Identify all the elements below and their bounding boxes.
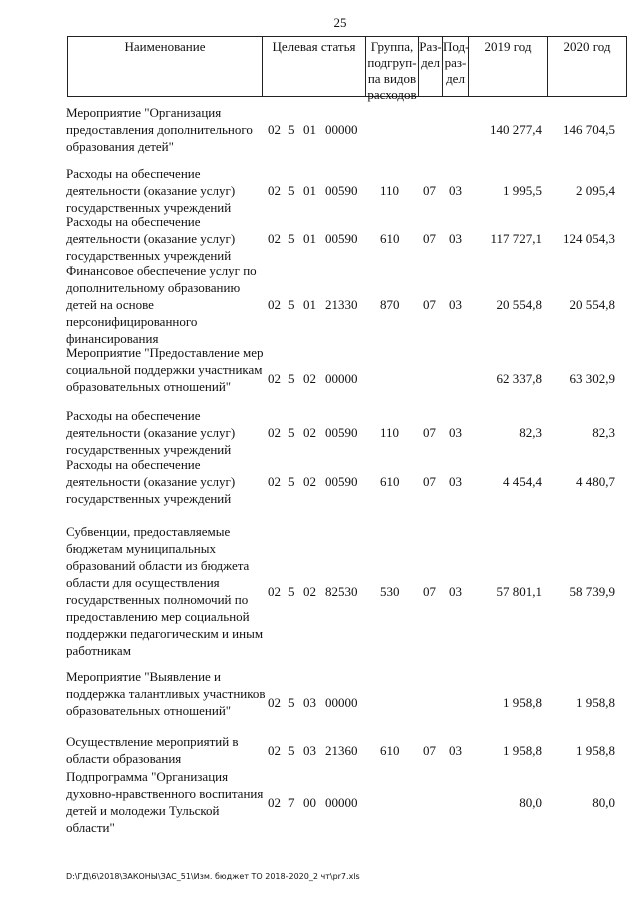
table-row (0, 262, 640, 347)
cell-y2019: 1 995,5 (503, 183, 542, 198)
cell-c4: 00000 (325, 122, 358, 137)
cell-y2019: 82,3 (519, 425, 542, 440)
cell-c1: 02 (268, 425, 281, 440)
cell-y2019: 80,0 (519, 794, 542, 810)
cell-subsection: 03 (449, 231, 462, 246)
table-row (0, 344, 640, 412)
cell-c4: 82530 (325, 583, 358, 599)
cell-c4: 00590 (325, 231, 358, 246)
cell-c3: 02 (303, 370, 316, 386)
cell-group: 610 (380, 231, 400, 246)
cell-subsection: 03 (449, 183, 462, 198)
header-section: Раз- дел (419, 37, 443, 96)
row-name: Мероприятие "Предоставление мер социальной поддержки участникам образовательных отношений" (66, 345, 264, 394)
cell-group: 870 (380, 297, 400, 312)
cell-c4: 00000 (325, 694, 358, 710)
table-row (0, 668, 640, 736)
cell-c4: 21360 (325, 742, 358, 758)
cell-y2020: 1 958,8 (576, 694, 615, 710)
header-2019: 2019 год (469, 37, 548, 96)
cell-section: 07 (423, 742, 436, 758)
cell-y2020: 124 054,3 (563, 231, 615, 246)
cell-y2019: 20 554,8 (496, 297, 542, 312)
cell-subsection: 03 (449, 583, 462, 599)
cell-c3: 00 (303, 794, 316, 810)
cell-section: 07 (423, 183, 436, 198)
cell-c1: 02 (268, 474, 281, 489)
cell-c2: 5 (288, 297, 295, 312)
cell-subsection: 03 (449, 425, 462, 440)
table-row (0, 213, 640, 264)
table-header (67, 36, 627, 102)
cell-c3: 02 (303, 474, 316, 489)
cell-y2020: 58 739,9 (569, 583, 615, 599)
header-name: Наименование (68, 37, 263, 96)
row-name: Осуществление мероприятий в области образования (66, 734, 239, 766)
cell-c3: 01 (303, 183, 316, 198)
cell-y2020: 2 095,4 (576, 183, 615, 198)
cell-group: 610 (380, 742, 400, 758)
cell-y2020: 20 554,8 (569, 297, 615, 312)
table-row (0, 733, 640, 767)
table-row (0, 165, 640, 216)
cell-c1: 02 (268, 370, 281, 386)
row-name: Подпрограмма "Организация духовно-нравственного воспитания детей и молодежи Тульской области" (66, 769, 264, 835)
cell-subsection: 03 (449, 297, 462, 312)
row-name: Мероприятие "Организация предоставления дополнительного образования детей" (66, 105, 253, 154)
cell-y2020: 80,0 (592, 794, 615, 810)
cell-c2: 5 (288, 370, 295, 386)
cell-y2019: 4 454,4 (503, 474, 542, 489)
cell-c3: 02 (303, 583, 316, 599)
cell-section: 07 (423, 583, 436, 599)
cell-c4: 00000 (325, 794, 358, 810)
table-row (0, 104, 640, 155)
header-2020: 2020 год (563, 39, 611, 54)
cell-y2019: 117 727,1 (490, 231, 542, 246)
cell-c2: 5 (288, 231, 295, 246)
cell-group: 530 (380, 583, 400, 599)
cell-y2020: 1 958,8 (576, 742, 615, 758)
cell-c3: 02 (303, 425, 316, 440)
cell-y2019: 57 801,1 (496, 583, 542, 599)
cell-y2019: 140 277,4 (490, 122, 542, 137)
row-name: Субвенции, предоставляемые бюджетам муниципальных образований области из бюджета области для осуществления государственных полномочий по предоставлению мер социальной поддержки педагогическим и иным работникам (66, 524, 264, 658)
cell-c3: 03 (303, 694, 316, 710)
row-name: Расходы на обеспечение деятельности (оказание услуг) государственных учреждений (66, 408, 236, 457)
cell-c1: 02 (268, 794, 281, 810)
cell-c3: 01 (303, 297, 316, 312)
cell-y2020: 146 704,5 (563, 122, 615, 137)
cell-c4: 21330 (325, 297, 358, 312)
cell-c1: 02 (268, 183, 281, 198)
cell-c4: 00590 (325, 474, 358, 489)
cell-y2019: 62 337,8 (496, 370, 542, 386)
cell-c2: 5 (288, 425, 295, 440)
cell-c1: 02 (268, 583, 281, 599)
header-group: Группа, подгруп- па видов расходов (366, 37, 419, 96)
cell-c3: 01 (303, 231, 316, 246)
header-target: Целевая статья (263, 37, 366, 96)
cell-c2: 7 (288, 794, 295, 810)
file-path-footer: D:\ГД\6\2018\ЗАКОНЫ\ЗАС_51\Изм. бюджет ТО 2018-2020_2 чт\pr7.xls (66, 872, 360, 881)
cell-y2019: 1 958,8 (503, 694, 542, 710)
cell-c1: 02 (268, 122, 281, 137)
cell-c2: 5 (288, 474, 295, 489)
cell-c1: 02 (268, 694, 281, 710)
cell-c2: 5 (288, 183, 295, 198)
cell-section: 07 (423, 231, 436, 246)
cell-c3: 03 (303, 742, 316, 758)
cell-section: 07 (423, 297, 436, 312)
page-number: 25 (333, 15, 347, 30)
cell-c1: 02 (268, 231, 281, 246)
cell-y2020: 82,3 (592, 425, 615, 440)
cell-c4: 00590 (325, 183, 358, 198)
cell-section: 07 (423, 425, 436, 440)
cell-subsection: 03 (449, 742, 462, 758)
cell-c2: 5 (288, 583, 295, 599)
cell-group: 110 (380, 183, 400, 198)
row-name: Финансовое обеспечение услуг по дополнительному образованию детей на основе персонифицированного финансирования (66, 263, 257, 346)
cell-c2: 5 (288, 742, 295, 758)
cell-y2019: 1 958,8 (503, 742, 542, 758)
table-row (0, 456, 640, 507)
row-name: Мероприятие "Выявление и поддержка талантливых участников образовательных отношений" (66, 669, 266, 718)
cell-y2020: 63 302,9 (569, 370, 615, 386)
cell-c3: 01 (303, 122, 316, 137)
cell-y2020: 4 480,7 (576, 474, 615, 489)
cell-group: 610 (380, 474, 400, 489)
cell-c2: 5 (288, 694, 295, 710)
header-subsection: Под- раз- дел (443, 37, 469, 96)
row-name: Расходы на обеспечение деятельности (оказание услуг) государственных учреждений (66, 214, 236, 263)
table-row (0, 768, 640, 836)
cell-c1: 02 (268, 742, 281, 758)
cell-section: 07 (423, 474, 436, 489)
row-name: Расходы на обеспечение деятельности (оказание услуг) государственных учреждений (66, 166, 236, 215)
row-name: Расходы на обеспечение деятельности (оказание услуг) государственных учреждений (66, 457, 236, 506)
table-row (0, 407, 640, 458)
cell-c1: 02 (268, 297, 281, 312)
cell-c4: 00000 (325, 370, 358, 386)
cell-c4: 00590 (325, 425, 358, 440)
cell-subsection: 03 (449, 474, 462, 489)
cell-group: 110 (380, 425, 400, 440)
cell-c2: 5 (288, 122, 295, 137)
table-row (0, 523, 640, 659)
